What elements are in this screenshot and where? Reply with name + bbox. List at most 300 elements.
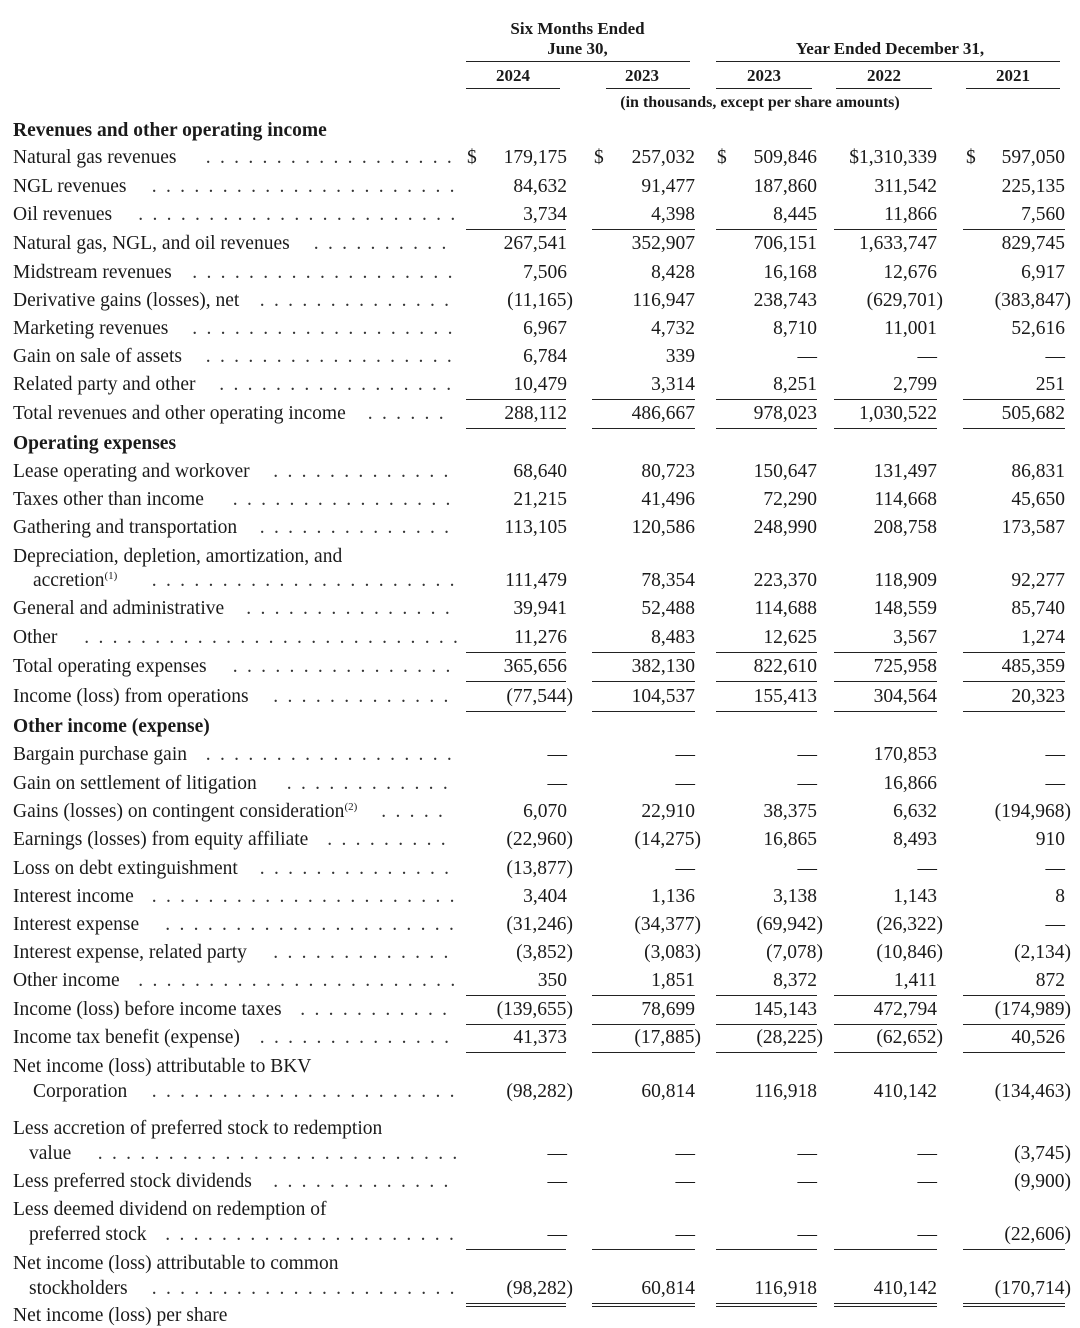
table-cell: 111,479 bbox=[505, 570, 567, 591]
table-cell: 6,917 bbox=[1021, 262, 1065, 283]
section-other-income: Other income (expense) bbox=[13, 716, 210, 737]
row-label-text: Marketing revenues bbox=[13, 318, 169, 339]
table-cell: 829,745 bbox=[1001, 233, 1065, 254]
table-cell: (9,900) bbox=[1014, 1171, 1071, 1192]
six-months-header-line1: Six Months Ended bbox=[510, 19, 645, 38]
subtotal-rule bbox=[716, 995, 817, 996]
row-label bbox=[13, 402, 445, 426]
subtotal-rule bbox=[963, 711, 1065, 712]
row-label bbox=[13, 1026, 450, 1050]
table-cell: — bbox=[547, 744, 567, 765]
table-cell: (77,544) bbox=[506, 686, 573, 707]
table-cell: (7,078) bbox=[766, 942, 823, 963]
subtotal-rule bbox=[834, 1024, 937, 1025]
row-label bbox=[13, 203, 456, 227]
table-cell: — bbox=[1045, 773, 1065, 794]
table-cell: — bbox=[675, 1224, 695, 1245]
table-cell: — bbox=[917, 1171, 937, 1192]
row-label-text: Less accretion of preferred stock to redemption bbox=[13, 1118, 383, 1139]
leader-dots: . . . . . . . . . . . . . . . . bbox=[224, 656, 451, 677]
table-cell: (170,714) bbox=[994, 1278, 1071, 1299]
leader-dots: . . . . . . . . . . bbox=[305, 233, 447, 254]
row-label-text: Less preferred stock dividends bbox=[13, 1171, 252, 1192]
table-cell: — bbox=[917, 1143, 937, 1164]
row-label-text: Natural gas revenues bbox=[13, 147, 177, 168]
table-cell: 85,740 bbox=[1011, 598, 1065, 619]
leader-dots: . . . . . . . . . . . . . . . . . . . . . bbox=[156, 914, 455, 935]
table-cell: 339 bbox=[665, 346, 695, 367]
units-note: (in thousands, except per share amounts) bbox=[620, 94, 900, 111]
table-cell: — bbox=[547, 1224, 567, 1245]
leader-dots: . . . . . . . . . . . . . . . . . . . . . . bbox=[143, 886, 456, 907]
subtotal-rule bbox=[834, 399, 937, 400]
table-cell: 80,723 bbox=[641, 461, 695, 482]
table-cell: — bbox=[797, 773, 817, 794]
table-cell: (139,655) bbox=[496, 999, 573, 1020]
col-header-2024-six: 2024 bbox=[496, 66, 530, 85]
leader-dots: . . . . . . . . . . . . . . . . . . . . . . . bbox=[129, 970, 456, 991]
table-cell: (34,377) bbox=[634, 914, 701, 935]
table-cell: 78,699 bbox=[641, 999, 695, 1020]
table-cell: 509,846 bbox=[753, 147, 817, 168]
row-label-text: Income (loss) before income taxes bbox=[13, 999, 282, 1020]
subtotal-rule bbox=[716, 229, 817, 230]
subtotal-rule bbox=[592, 1052, 695, 1053]
table-cell: (13,877) bbox=[506, 858, 573, 879]
row-label bbox=[13, 488, 451, 512]
table-cell: — bbox=[675, 858, 695, 879]
table-cell: 1,136 bbox=[651, 886, 695, 907]
table-cell: (174,989) bbox=[994, 999, 1071, 1020]
table-cell: (69,942) bbox=[756, 914, 823, 935]
row-label bbox=[13, 626, 459, 650]
table-cell: — bbox=[1045, 914, 1065, 935]
row-label-text: Related party and other bbox=[13, 374, 196, 395]
row-label bbox=[13, 743, 453, 767]
row-label-text: Other bbox=[13, 627, 58, 648]
table-cell: 114,668 bbox=[874, 489, 937, 510]
table-cell: (383,847) bbox=[994, 290, 1071, 311]
table-cell: (3,852) bbox=[516, 942, 573, 963]
table-cell: — bbox=[675, 1171, 695, 1192]
table-cell: 288,112 bbox=[504, 403, 567, 424]
subtotal-rule bbox=[466, 1052, 566, 1053]
row-label-text: Less deemed dividend on redemption of bbox=[13, 1199, 327, 1220]
subtotal-rule bbox=[834, 1052, 937, 1053]
table-cell: (98,282) bbox=[506, 1278, 573, 1299]
subtotal-rule bbox=[592, 711, 695, 712]
table-cell: 116,947 bbox=[632, 290, 695, 311]
table-cell: 267,541 bbox=[503, 233, 567, 254]
row-label bbox=[13, 175, 456, 199]
col-header-2023-six: 2023 bbox=[625, 66, 659, 85]
leader-dots: . . . . . . . . . . . . . . . . . . . . . bbox=[156, 1224, 455, 1245]
table-cell: — bbox=[797, 346, 817, 367]
leader-dots: . . . . . . . . . . . . . . . . . . bbox=[197, 744, 453, 765]
row-label-continuation bbox=[29, 1223, 455, 1247]
table-cell: 84,632 bbox=[513, 176, 567, 197]
table-cell: 120,586 bbox=[631, 517, 695, 538]
table-cell: 8,428 bbox=[651, 262, 695, 283]
row-label-text: Derivative gains (losses), net bbox=[13, 290, 240, 311]
subtotal-rule bbox=[716, 1052, 817, 1053]
row-label-text: Total operating expenses bbox=[13, 656, 207, 677]
subtotal-rule bbox=[963, 681, 1065, 682]
row-label-text: Earnings (losses) from equity affiliate bbox=[13, 829, 309, 850]
table-cell: 3,404 bbox=[523, 886, 567, 907]
row-label-continuation bbox=[33, 569, 456, 593]
row-label-continuation bbox=[29, 1277, 456, 1301]
table-cell: 350 bbox=[537, 970, 567, 991]
subtotal-rule bbox=[466, 995, 566, 996]
subtotal-rule bbox=[466, 428, 566, 429]
row-label-text: Midstream revenues bbox=[13, 262, 172, 283]
table-cell: 38,375 bbox=[763, 801, 817, 822]
table-cell: 12,625 bbox=[763, 627, 817, 648]
table-cell: (3,083) bbox=[644, 942, 701, 963]
table-cell: (194,968) bbox=[994, 801, 1071, 822]
row-label bbox=[13, 1252, 338, 1276]
table-cell: 486,667 bbox=[631, 403, 695, 424]
table-cell: (28,225) bbox=[756, 1027, 823, 1048]
table-cell: 872 bbox=[1035, 970, 1065, 991]
table-cell: 173,587 bbox=[1001, 517, 1065, 538]
row-label bbox=[13, 373, 452, 397]
subtotal-rule bbox=[592, 681, 695, 682]
subtotal-rule bbox=[716, 652, 817, 653]
leader-dots: . . . . . . . . . . . . . . . . . bbox=[210, 374, 452, 395]
total-double-rule bbox=[716, 1303, 817, 1307]
table-cell: — bbox=[917, 1224, 937, 1245]
table-cell: 187,860 bbox=[753, 176, 817, 197]
row-label bbox=[13, 655, 451, 679]
table-cell: — bbox=[675, 773, 695, 794]
subtotal-rule bbox=[963, 1249, 1065, 1250]
total-double-rule bbox=[834, 1303, 937, 1307]
table-cell: 251 bbox=[1035, 374, 1065, 395]
table-cell: (2,134) bbox=[1014, 942, 1071, 963]
table-cell: — bbox=[797, 1171, 817, 1192]
table-cell: 16,866 bbox=[883, 773, 937, 794]
total-double-rule bbox=[466, 1303, 566, 1307]
table-cell: 505,682 bbox=[1001, 403, 1065, 424]
table-cell: 11,866 bbox=[884, 204, 937, 225]
row-label-text: Corporation bbox=[33, 1081, 128, 1102]
dollar-sign-col1: $ bbox=[467, 147, 477, 168]
subtotal-rule bbox=[834, 711, 937, 712]
subtotal-rule bbox=[466, 399, 566, 400]
row-label bbox=[13, 232, 447, 256]
table-cell: 7,506 bbox=[523, 262, 567, 283]
table-cell: 1,274 bbox=[1021, 627, 1065, 648]
row-label-text: stockholders bbox=[29, 1278, 128, 1299]
row-label bbox=[13, 545, 342, 569]
table-cell: (26,322) bbox=[876, 914, 943, 935]
table-cell: 116,918 bbox=[754, 1278, 817, 1299]
table-cell: 118,909 bbox=[874, 570, 937, 591]
row-label bbox=[13, 685, 449, 709]
six-months-header-line2: June 30, bbox=[547, 39, 608, 58]
table-cell: 4,398 bbox=[651, 204, 695, 225]
table-cell: 225,135 bbox=[1001, 176, 1065, 197]
row-label-text: Gain on settlement of litigation bbox=[13, 773, 257, 794]
table-cell: 6,967 bbox=[523, 318, 567, 339]
table-cell: 208,758 bbox=[873, 517, 937, 538]
subtotal-rule bbox=[963, 1024, 1065, 1025]
leader-dots: . . . . . . . . . . . . . . . . . . . . . . . bbox=[129, 204, 456, 225]
table-cell: 472,794 bbox=[873, 999, 937, 1020]
leader-dots: . . . . . . . . . . . . . . bbox=[251, 290, 450, 311]
row-label bbox=[13, 941, 449, 965]
row-label-text: Taxes other than income bbox=[13, 489, 204, 510]
dollar-sign-col5: $ bbox=[966, 147, 976, 168]
table-cell: (31,246) bbox=[506, 914, 573, 935]
table-cell: 1,851 bbox=[651, 970, 695, 991]
row-label bbox=[13, 913, 455, 937]
subtotal-rule bbox=[716, 1024, 817, 1025]
col-rule-1 bbox=[466, 88, 560, 89]
table-cell: 41,496 bbox=[641, 489, 695, 510]
subtotal-rule bbox=[466, 229, 566, 230]
table-cell: 4,732 bbox=[651, 318, 695, 339]
col-header-2022-year: 2022 bbox=[867, 66, 901, 85]
row-label bbox=[13, 885, 456, 909]
subtotal-rule bbox=[592, 652, 695, 653]
row-label-text: Net income (loss) attributable to BKV bbox=[13, 1056, 312, 1077]
subtotal-rule bbox=[834, 681, 937, 682]
table-cell: — bbox=[1045, 744, 1065, 765]
row-label bbox=[13, 146, 453, 170]
dollar-sign-col2: $ bbox=[594, 147, 604, 168]
table-cell: 725,958 bbox=[873, 656, 937, 677]
table-cell: 10,479 bbox=[513, 374, 567, 395]
subtotal-rule bbox=[716, 428, 817, 429]
row-label-text: Depreciation, depletion, amortization, and bbox=[13, 546, 343, 567]
row-label-text: Income tax benefit (expense) bbox=[13, 1027, 240, 1048]
table-cell: 410,142 bbox=[873, 1081, 937, 1102]
subtotal-rule bbox=[963, 399, 1065, 400]
row-label bbox=[13, 1117, 382, 1141]
col-rule-3 bbox=[716, 88, 812, 89]
leader-dots: . . . . . . . . . bbox=[318, 829, 447, 850]
table-cell: (22,606) bbox=[1004, 1224, 1071, 1245]
leader-dots: . . . . . . . . . . . . . bbox=[264, 1171, 449, 1192]
leader-dots: . . . . . . . . . . . . . . . . . . . . . . bbox=[143, 176, 456, 197]
subtotal-rule bbox=[592, 1249, 695, 1250]
table-cell: 8,710 bbox=[773, 318, 817, 339]
table-cell: 6,070 bbox=[523, 801, 567, 822]
table-cell: 72,290 bbox=[763, 489, 817, 510]
table-cell: 155,413 bbox=[753, 686, 817, 707]
leader-dots: . . . . . . . . . . . . . . . . . . bbox=[197, 346, 453, 367]
row-label bbox=[13, 317, 453, 341]
table-cell: 86,831 bbox=[1011, 461, 1065, 482]
leader-dots: . . . . . bbox=[372, 801, 444, 822]
subtotal-rule bbox=[592, 229, 695, 230]
table-cell: 21,215 bbox=[513, 489, 567, 510]
table-cell: 60,814 bbox=[641, 1081, 695, 1102]
table-cell: 92,277 bbox=[1011, 570, 1065, 591]
row-label bbox=[13, 1055, 311, 1079]
col-rule-4 bbox=[836, 88, 932, 89]
subtotal-rule bbox=[963, 995, 1065, 996]
leader-dots: . . . . . . . . . . . . . bbox=[264, 942, 449, 963]
table-cell: (11,165) bbox=[507, 290, 573, 311]
subtotal-rule bbox=[592, 399, 695, 400]
truncated-bottom-label: Net income (loss) per share bbox=[13, 1305, 228, 1326]
table-cell: $1,310,339 bbox=[849, 147, 937, 168]
table-cell: — bbox=[675, 1143, 695, 1164]
table-cell: 150,647 bbox=[753, 461, 817, 482]
table-cell: — bbox=[1045, 346, 1065, 367]
subtotal-rule bbox=[963, 428, 1065, 429]
leader-dots: . . . . . . . . . . . . bbox=[278, 773, 449, 794]
subtotal-rule bbox=[963, 1052, 1065, 1053]
table-cell: 41,373 bbox=[513, 1027, 567, 1048]
row-label bbox=[13, 828, 447, 852]
row-label-text: Natural gas, NGL, and oil revenues bbox=[13, 233, 290, 254]
table-cell: 3,138 bbox=[773, 886, 817, 907]
table-cell: 2,799 bbox=[893, 374, 937, 395]
leader-dots: . . . . . . . . . . . . . . bbox=[251, 1027, 450, 1048]
table-cell: 40,526 bbox=[1011, 1027, 1065, 1048]
subtotal-rule bbox=[716, 711, 817, 712]
subtotal-rule bbox=[466, 681, 566, 682]
subtotal-rule bbox=[834, 652, 937, 653]
table-cell: 16,168 bbox=[763, 262, 817, 283]
table-cell: (14,275) bbox=[634, 829, 701, 850]
table-cell: 910 bbox=[1035, 829, 1065, 850]
table-cell: (22,960) bbox=[506, 829, 573, 850]
table-cell: — bbox=[917, 346, 937, 367]
table-cell: 3,567 bbox=[893, 627, 937, 648]
table-cell: 3,734 bbox=[523, 204, 567, 225]
header-rule-year-ended bbox=[716, 61, 1060, 62]
leader-dots: . . . . . . . . . . . . . . . . . . . bbox=[183, 318, 453, 339]
table-cell: — bbox=[917, 858, 937, 879]
table-cell: 8,251 bbox=[773, 374, 817, 395]
table-cell: 1,030,522 bbox=[859, 403, 937, 424]
table-cell: 170,853 bbox=[873, 744, 937, 765]
table-cell: (62,652) bbox=[876, 1027, 943, 1048]
leader-dots: . . . . . . . . . . . . . bbox=[264, 461, 449, 482]
table-cell: — bbox=[1045, 858, 1065, 879]
table-cell: 179,175 bbox=[503, 147, 567, 168]
table-cell: 223,370 bbox=[753, 570, 817, 591]
table-cell: 410,142 bbox=[873, 1278, 937, 1299]
table-cell: 1,143 bbox=[893, 886, 937, 907]
table-cell: 597,050 bbox=[1001, 147, 1065, 168]
table-cell: 131,497 bbox=[873, 461, 937, 482]
row-label-text: General and administrative bbox=[13, 598, 225, 619]
table-cell: — bbox=[797, 858, 817, 879]
footnote-marker: (2) bbox=[344, 801, 358, 813]
table-cell: (10,846) bbox=[876, 942, 943, 963]
row-label-text: Lease operating and workover bbox=[13, 461, 250, 482]
table-cell: 8,483 bbox=[651, 627, 695, 648]
table-cell: 1,633,747 bbox=[859, 233, 937, 254]
table-cell: (3,745) bbox=[1014, 1143, 1071, 1164]
row-label-text: Gathering and transportation bbox=[13, 517, 238, 538]
row-label bbox=[13, 998, 448, 1022]
leader-dots: . . . . . . . . . . . . . . . bbox=[237, 598, 451, 619]
row-label bbox=[13, 261, 453, 285]
row-label-continuation bbox=[33, 1080, 456, 1104]
row-label bbox=[13, 289, 450, 313]
table-cell: 8,445 bbox=[773, 204, 817, 225]
table-cell: 39,941 bbox=[513, 598, 567, 619]
row-label-text: Income (loss) from operations bbox=[13, 686, 249, 707]
leader-dots: . . . . . . . . . . . . . . . . . . . . . . . . . . bbox=[89, 1143, 458, 1164]
table-cell: 1,411 bbox=[893, 970, 937, 991]
table-cell: 304,564 bbox=[873, 686, 937, 707]
table-cell: 22,910 bbox=[641, 801, 695, 822]
row-label-text: accretion bbox=[33, 570, 105, 591]
table-cell: 11,001 bbox=[884, 318, 937, 339]
col-rule-2 bbox=[606, 88, 690, 89]
table-cell: 706,151 bbox=[753, 233, 817, 254]
subtotal-rule bbox=[963, 229, 1065, 230]
header-rule-six-months bbox=[466, 61, 690, 62]
table-cell: 116,918 bbox=[754, 1081, 817, 1102]
table-cell: 3,314 bbox=[651, 374, 695, 395]
subtotal-rule bbox=[716, 399, 817, 400]
table-cell: (17,885) bbox=[634, 1027, 701, 1048]
table-cell: 257,032 bbox=[631, 147, 695, 168]
year-ended-header: Year Ended December 31, bbox=[795, 39, 985, 58]
leader-dots: . . . . . . . . . . . . . . . . bbox=[224, 489, 451, 510]
section-revenues: Revenues and other operating income bbox=[13, 120, 327, 141]
row-label bbox=[13, 345, 453, 369]
table-cell: 104,537 bbox=[631, 686, 695, 707]
table-cell: 485,359 bbox=[1001, 656, 1065, 677]
dollar-sign-col3: $ bbox=[717, 147, 727, 168]
row-label-text: value bbox=[29, 1143, 72, 1164]
leader-dots: . . . . . . . . . . . . . . . . . . . . . . bbox=[143, 1278, 456, 1299]
table-cell: 8,493 bbox=[893, 829, 937, 850]
subtotal-rule bbox=[716, 1249, 817, 1250]
row-label-text: Gain on sale of assets bbox=[13, 346, 182, 367]
table-cell: 978,023 bbox=[753, 403, 817, 424]
table-cell: 20,323 bbox=[1011, 686, 1065, 707]
table-cell: 365,656 bbox=[503, 656, 567, 677]
table-cell: 8 bbox=[1055, 886, 1065, 907]
subtotal-rule bbox=[592, 995, 695, 996]
row-label-text: Total revenues and other operating income bbox=[13, 403, 346, 424]
table-cell: 6,784 bbox=[523, 346, 567, 367]
table-cell: — bbox=[797, 744, 817, 765]
table-cell: 91,477 bbox=[641, 176, 695, 197]
subtotal-rule bbox=[963, 652, 1065, 653]
row-label bbox=[13, 597, 451, 621]
row-label bbox=[13, 857, 450, 881]
row-label-text: Oil revenues bbox=[13, 204, 113, 225]
leader-dots: . . . . . . . . . . . . . . . . . . bbox=[197, 147, 453, 168]
leader-dots: . . . . . . . . . . . . . . . . . . . . . . bbox=[143, 570, 456, 591]
table-cell: 382,130 bbox=[631, 656, 695, 677]
section-operating-expenses: Operating expenses bbox=[13, 433, 177, 454]
table-cell: — bbox=[547, 1143, 567, 1164]
row-label-text: Net income (loss) attributable to common bbox=[13, 1253, 339, 1274]
table-cell: 12,676 bbox=[883, 262, 937, 283]
subtotal-rule bbox=[466, 1249, 566, 1250]
subtotal-rule bbox=[592, 428, 695, 429]
table-cell: — bbox=[797, 1143, 817, 1164]
row-label-text: Interest expense bbox=[13, 914, 140, 935]
row-label-text: Bargain purchase gain bbox=[13, 744, 187, 765]
subtotal-rule bbox=[466, 1024, 566, 1025]
leader-dots: . . . . . . . . . . . bbox=[291, 999, 448, 1020]
